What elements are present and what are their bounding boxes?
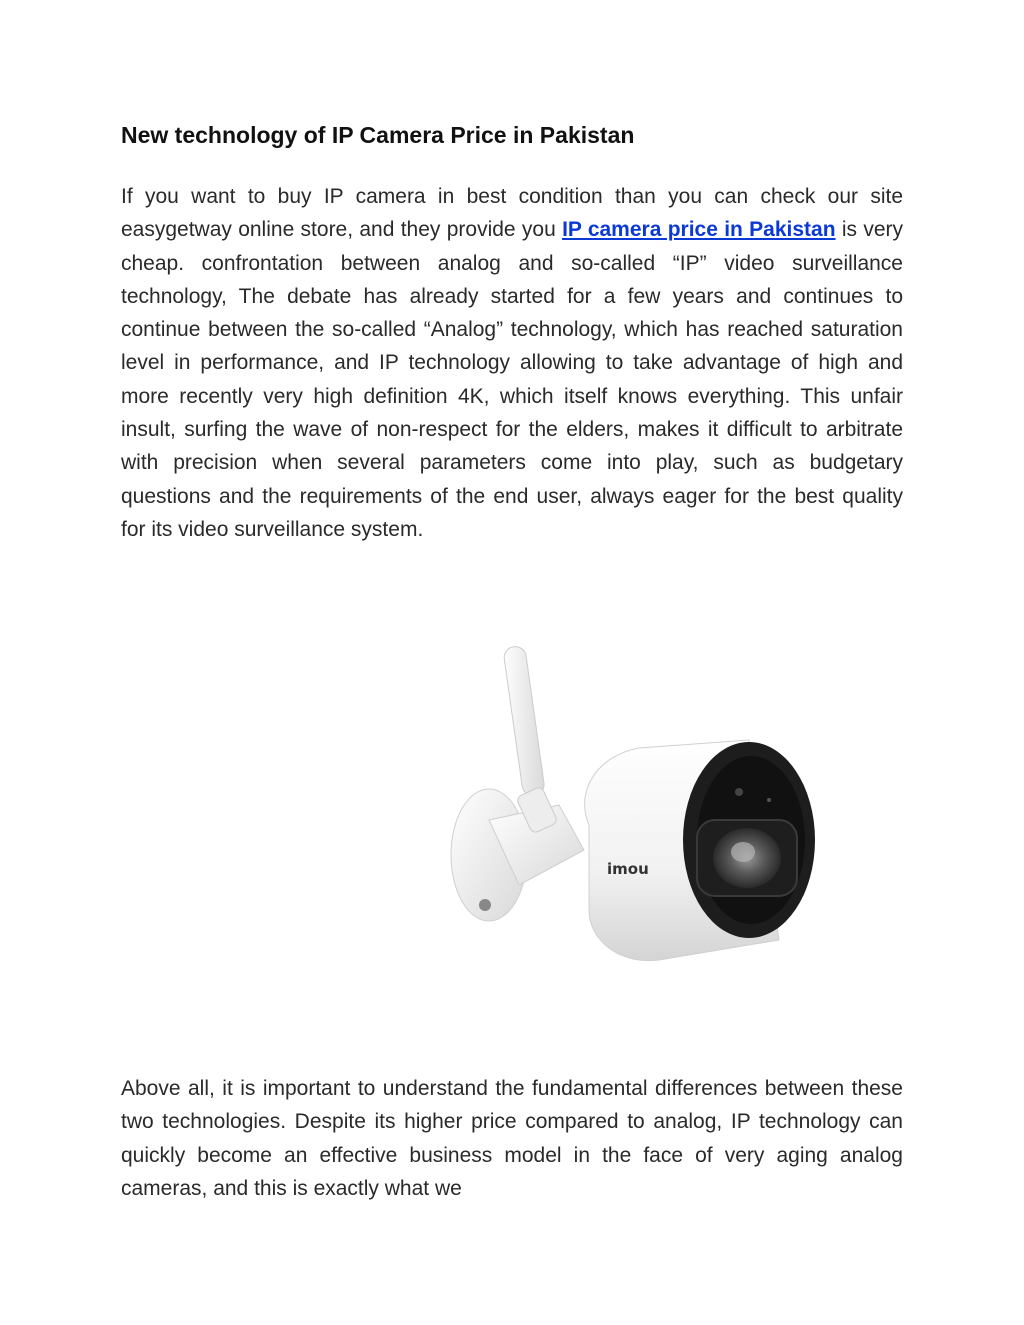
intro-paragraph — [121, 180, 903, 546]
light-sensor — [735, 788, 743, 796]
antenna — [503, 645, 546, 797]
lens-reflection — [731, 842, 755, 862]
page-title: New technology of IP Camera Price in Pakistan — [121, 122, 635, 148]
intro-text-before-link: If you want to buy IP camera in best condition than you can check our site easygetway online store, and they provide you — [121, 185, 903, 242]
body-paragraph: Above all, it is important to understand the fundamental differences between these two technologies. Despite its higher price compared to analog, IP technology can quickly become an effective business model in the face of very aging analog cameras, and this is exactly what we — [121, 1077, 903, 1200]
ip-camera-image — [449, 640, 821, 970]
ip-camera-illustration — [449, 640, 821, 970]
intro-text-after-link: is very cheap. confrontation between analog and so-called “IP” video surveillance technology, The debate has already started for a few years and continues to continue between the so-called “Analog” technology, which has reached saturation level in performance, and IP technology allowing to take advantage of high and more recently very high definition 4K, which itself knows everything. This unfair insult, surfing the wave of non-respect for the elders, makes it difficult to arbitrate with precision when several parameters come into play, such as budgetary questions and the requirements of the end user, always eager for the best quality for its video surveillance system. — [121, 218, 903, 541]
mount-screw — [479, 899, 491, 911]
camera-brand-label: imou — [607, 860, 649, 878]
status-led — [767, 798, 771, 802]
ip-camera-price-link[interactable]: IP camera price in Pakistan — [562, 218, 836, 242]
